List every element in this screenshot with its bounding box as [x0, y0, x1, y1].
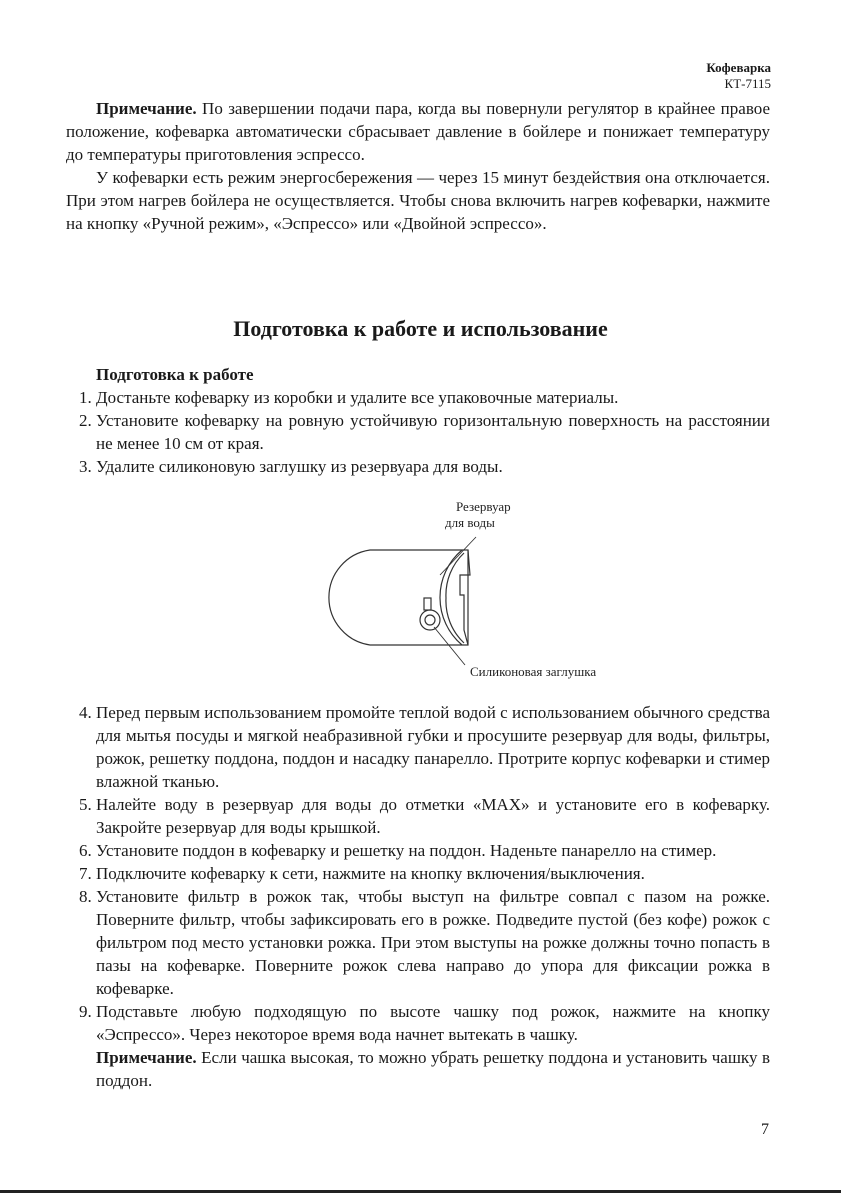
steps-block-a: [66, 363, 770, 478]
final-note-text: Если чашка высокая, то можно убрать решетку поддона и установить чашку в поддон.: [96, 1048, 770, 1090]
step-item: 4. Перед первым использованием промойте теплой водой с использованием обычного средства для мытья посуды и мягкой неабразивной губки и просушите резервуар для воды, фильтры, рожок, решетку поддона, поддон и насадку панарелло. Протрите корпус кофеварки и стимер влажной тканью.: [96, 701, 770, 793]
page-number: 7: [761, 1121, 769, 1138]
page-header: [706, 60, 771, 92]
step-item: 3. Удалите силиконовую заглушку из резервуара для воды.: [96, 455, 770, 478]
reservoir-label-2: для воды: [445, 515, 495, 530]
step-item: 1. Достаньте кофеварку из коробки и удалите все упаковочные материалы.: [96, 386, 770, 409]
steps-list-b: [66, 701, 770, 1046]
reservoir-label-1: Резервуар: [456, 499, 511, 514]
note-text: По завершении подачи пара, когда вы повернули регулятор в крайнее правое положение, кофеварка автоматически сбрасывает давление в бойлере и понижает температуру до температуры приготовления эспрессо.: [66, 99, 770, 164]
section-subtitle: Подготовка к работе: [96, 365, 254, 384]
note-label: Примечание.: [96, 99, 197, 118]
plug-label: Силиконовая заглушка: [470, 664, 597, 679]
step-item: 9. Подставьте любую подходящую по высоте чашку под рожок, нажмите на кнопку «Эспрессо». Через некоторое время вода начнет вытекать в чашку.: [96, 1000, 770, 1046]
step-item: 6. Установите поддон в кофеварку и решетку на поддон. Наденьте панарелло на стимер.: [96, 839, 770, 862]
header-model: КТ-7115: [724, 76, 771, 91]
final-note: [66, 1046, 770, 1092]
header-title: Кофеварка: [706, 60, 771, 75]
steps-block-b: [66, 701, 770, 1092]
intro-block: [66, 97, 770, 235]
step-item: 8. Установите фильтр в рожок так, чтобы выступ на фильтре совпал с пазом на рожке. Поверните фильтр, чтобы зафиксировать его в рожке. Подведите пустой (без кофе) рожок с фильтром под место установки рожка. При этом выступы на рожке должны точно попасть в пазы на кофеварке. Поверните рожок слева направо до упора для фиксации рожка в кофеварке.: [96, 885, 770, 1000]
step-item: 2. Установите кофеварку на ровную устойчивую горизонтальную поверхность на расстоянии не менее 10 см от края.: [96, 409, 770, 455]
eco-paragraph: У кофеварки есть режим энергосбережения — через 15 минут бездействия она отключается. При этом нагрев бойлера не осуществляется. Чтобы снова включить нагрев кофеварки, нажмите на кнопку «Ручной режим», «Эспрессо» или «Двойной эспрессо».: [66, 168, 770, 233]
water-reservoir-diagram: [300, 495, 660, 685]
intro-note: [66, 97, 770, 166]
final-note-label: Примечание.: [96, 1048, 197, 1067]
steps-list-a: [66, 386, 770, 478]
step-item: 5. Налейте воду в резервуар для воды до отметки «MAX» и установите его в кофеварку. Закройте резервуар для воды крышкой.: [96, 793, 770, 839]
section-title: Подготовка к работе и использование: [233, 316, 608, 341]
step-item: 7. Подключите кофеварку к сети, нажмите на кнопку включения/выключения.: [96, 862, 770, 885]
